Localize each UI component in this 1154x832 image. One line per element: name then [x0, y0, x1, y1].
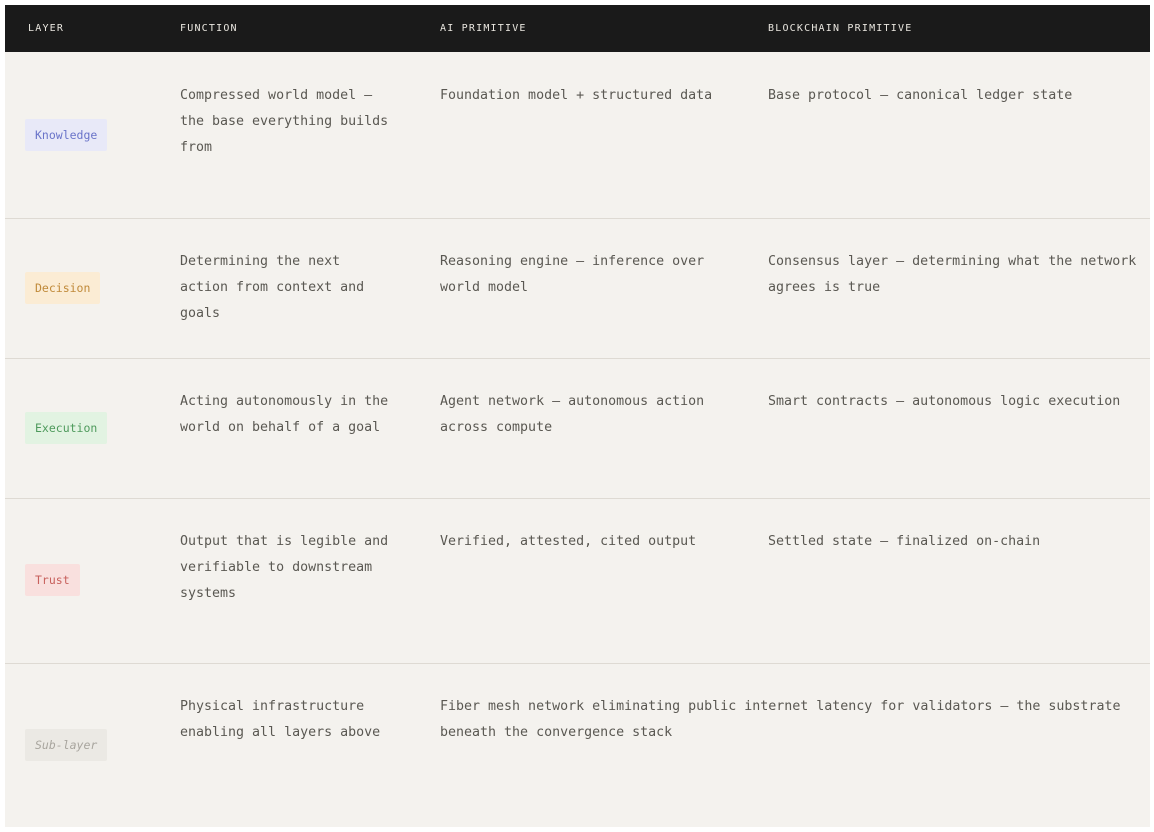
- blockchain-primitive-cell: Consensus layer — determining what the network agrees is true: [768, 254, 1137, 295]
- table-row: [5, 664, 1150, 827]
- ai-primitive-cell: Foundation model + structured data: [440, 88, 713, 103]
- function-cell: Compressed world model — the base everything builds from: [180, 88, 389, 155]
- table-header: [5, 5, 1150, 52]
- blockchain-primitive-cell: Smart contracts — autonomous logic execution: [768, 394, 1121, 409]
- table-row: [5, 53, 1150, 219]
- layer-badge-execution: Execution: [25, 412, 107, 444]
- layer-badge-trust: Trust: [25, 564, 80, 596]
- function-cell: Output that is legible and verifiable to downstream systems: [180, 534, 389, 601]
- layer-badge-sub-layer: Sub-layer: [25, 729, 107, 761]
- ai-primitive-cell: Verified, attested, cited output: [440, 534, 697, 549]
- ai-primitive-cell: Reasoning engine — inference over world model: [440, 254, 705, 295]
- ai-primitive-cell: Agent network — autonomous action across compute: [440, 394, 705, 435]
- header-function: FUNCTION: [180, 23, 238, 34]
- layer-badge-decision: Decision: [25, 272, 100, 304]
- convergence-stack-table: [5, 5, 1150, 827]
- table-row: [5, 359, 1150, 499]
- table-row: [5, 219, 1150, 359]
- merged-primitive-cell: Fiber mesh network eliminating public internet latency for validators — the substrate beneath the convergence stack: [440, 699, 1121, 740]
- function-cell: Acting autonomously in the world on behalf of a goal: [180, 394, 389, 435]
- layer-badge-knowledge: Knowledge: [25, 119, 107, 151]
- function-cell: Physical infrastructure enabling all layers above: [180, 699, 381, 740]
- header-layer: LAYER: [28, 23, 65, 34]
- header-blockchain-primitive: BLOCKCHAIN PRIMITIVE: [768, 23, 913, 34]
- blockchain-primitive-cell: Base protocol — canonical ledger state: [768, 88, 1073, 103]
- table-row: [5, 499, 1150, 664]
- function-cell: Determining the next action from context and goals: [180, 254, 365, 321]
- header-ai-primitive: AI PRIMITIVE: [440, 23, 527, 34]
- blockchain-primitive-cell: Settled state — finalized on-chain: [768, 534, 1041, 549]
